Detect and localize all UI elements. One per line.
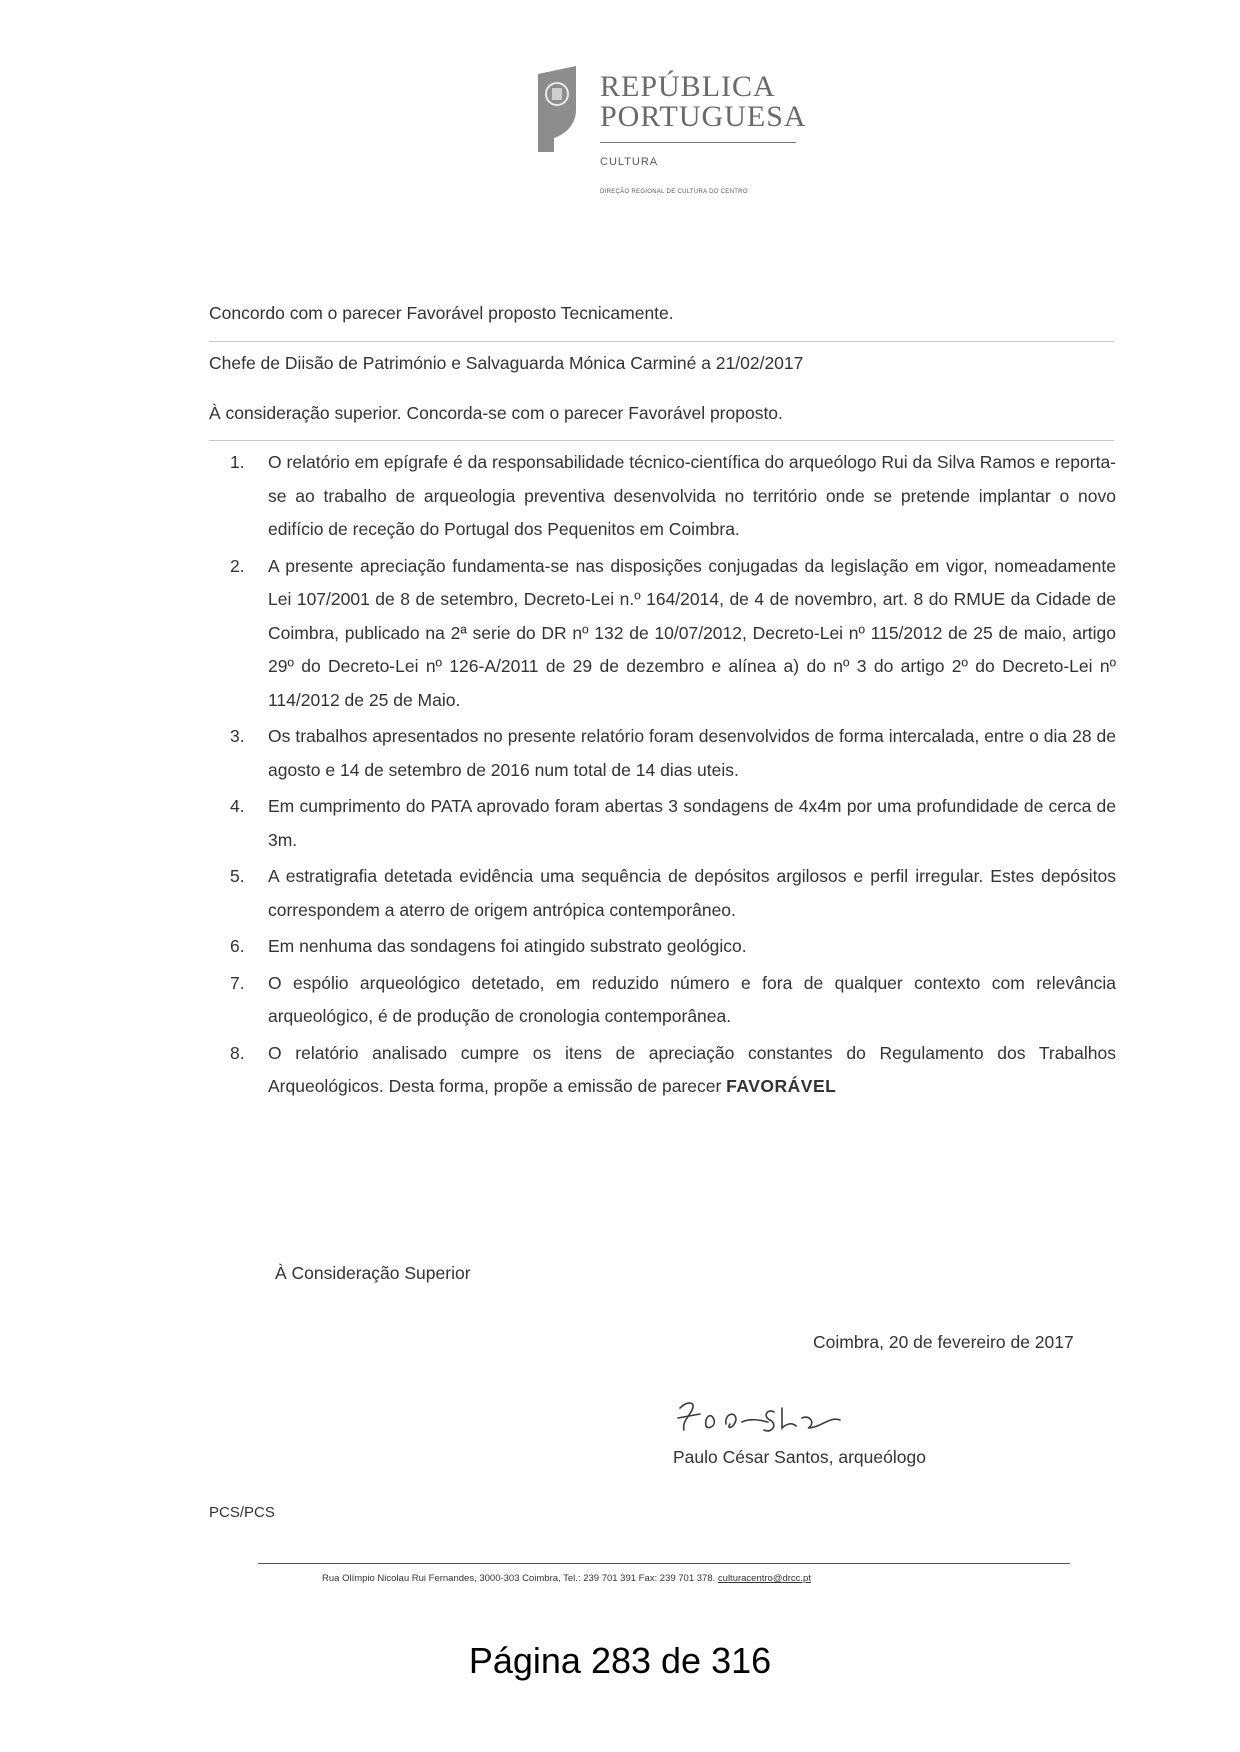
divider-2 bbox=[209, 440, 1114, 441]
letterhead-divider bbox=[600, 142, 796, 143]
divider-1 bbox=[209, 341, 1114, 342]
list-item bbox=[228, 550, 1116, 718]
item-number: 2. bbox=[230, 555, 245, 576]
favoravel-emphasis: FAVORÁVEL bbox=[726, 1076, 837, 1096]
org-name bbox=[600, 72, 807, 132]
item-number: 5. bbox=[230, 866, 245, 886]
list-item bbox=[228, 720, 1116, 787]
reference-initials: PCS/PCS bbox=[209, 1504, 275, 1521]
republica-portuguesa-emblem-icon bbox=[530, 64, 582, 154]
org-name-line2: PORTUGUESA bbox=[600, 100, 807, 133]
item-text: O relatório analisado cumpre os itens de apreciação constantes do Regulamento dos Trabalhos Arqueológicos. Desta forma, propõe a emissão de parecer bbox=[268, 1042, 1116, 1096]
footer-address: Rua Olímpio Nicolau Rui Fernandes, 3000-303 Coimbra, Tel.: 239 701 391 Fax: 239 701 378. bbox=[322, 1573, 716, 1584]
item-text: A estratigrafia detetada evidência uma sequência de depósitos argilosos e perfil irregular. Estes depósitos correspondem a aterro de origem antrópica contemporâneo. bbox=[268, 866, 1116, 920]
place-date: Coimbra, 20 de fevereiro de 2017 bbox=[813, 1332, 1074, 1352]
item-text: Os trabalhos apresentados no presente relatório foram desenvolvidos de forma intercalada, entre o dia 28 de agosto e 14 de setembro de 2016 num total de 14 dias uteis. bbox=[268, 726, 1116, 780]
list-item bbox=[228, 967, 1116, 1034]
signer-name: Paulo César Santos, arqueólogo bbox=[673, 1447, 926, 1467]
agreement-line: Concordo com o parecer Favorável proposto Tecnicamente. bbox=[209, 303, 674, 323]
item-number: 1. bbox=[230, 452, 245, 472]
footer-email-link[interactable]: culturacentro@drcc.pt bbox=[717, 1573, 811, 1584]
org-name-line1: REPÚBLICA bbox=[600, 70, 776, 103]
department-name: CULTURA bbox=[600, 156, 659, 168]
page-number: Página 283 de 316 bbox=[468, 1640, 772, 1681]
chief-line: Chefe de Diisão de Património e Salvaguarda Mónica Carminé a 21/02/2017 bbox=[209, 353, 804, 373]
superior-line: À consideração superior. Concorda-se com o parecer Favorável proposto. bbox=[209, 403, 783, 423]
item-number: 3. bbox=[230, 726, 245, 746]
division-name: DIREÇÃO REGIONAL DE CULTURA DO CENTRO bbox=[600, 189, 748, 195]
item-number: 4. bbox=[230, 796, 245, 816]
list-item bbox=[228, 930, 1116, 964]
list-item bbox=[228, 446, 1116, 547]
item-number: 6. bbox=[230, 936, 245, 956]
footer-divider bbox=[258, 1563, 1070, 1564]
item-text: Em nenhuma das sondagens foi atingido substrato geológico. bbox=[268, 936, 747, 956]
handwritten-signature bbox=[670, 1394, 850, 1442]
consideration-line: À Consideração Superior bbox=[275, 1263, 471, 1283]
item-text: Em cumprimento do PATA aprovado foram abertas 3 sondagens de 4x4m por uma profundidade de cerca de 3m. bbox=[268, 796, 1116, 850]
item-text: O espólio arqueológico detetado, em reduzido número e fora de qualquer contexto com relevância arqueológico, é de produção de cronologia contemporânea. bbox=[268, 972, 1116, 1026]
item-number: 7. bbox=[230, 972, 245, 993]
item-text: O relatório em epígrafe é da responsabilidade técnico-científica do arqueólogo Rui da Silva Ramos e reporta-se ao trabalho de arqueologia preventiva desenvolvida no território onde se pretende implantar o novo edifício de receção do Portugal dos Pequenitos em Coimbra. bbox=[268, 452, 1116, 539]
item-text: A presente apreciação fundamenta-se nas disposições conjugadas da legislação em vigor, nomeadamente Lei 107/2001 de 8 de setembro, Decreto-Lei n.º 164/2014, de 4 de novembro, art. 8 do RMUE da Cidade de Coimbra, publicado na 2ª serie do DR nº 132 de 10/07/2012, Decreto-Lei nº 115/2012 de 25 de maio, artigo 29º do Decreto-Lei nº 126-A/2011 de 29 de dezembro e alínea a) do nº 3 do artigo 2º do Decreto-Lei nº 114/2012 de 25 de Maio. bbox=[268, 555, 1116, 710]
footer-address-line bbox=[322, 1573, 811, 1584]
list-item bbox=[228, 790, 1116, 857]
list-item bbox=[228, 1037, 1116, 1104]
item-number: 8. bbox=[230, 1042, 245, 1063]
numbered-list bbox=[228, 446, 1116, 1107]
list-item bbox=[228, 860, 1116, 927]
